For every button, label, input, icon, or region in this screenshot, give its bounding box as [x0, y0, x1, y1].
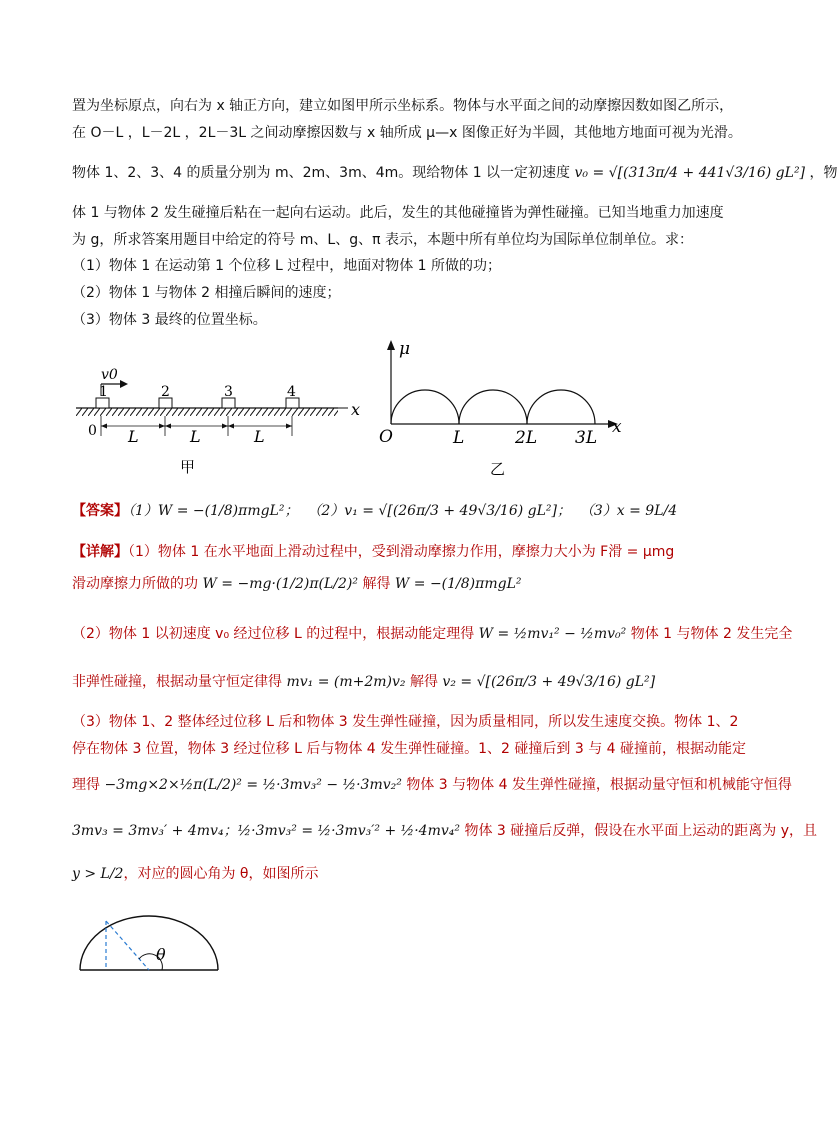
answer-3: （3）x = 9L/4 — [579, 503, 678, 519]
problem-text: ，物 — [809, 165, 837, 181]
tick-2L: 2L — [515, 428, 538, 448]
figure-jia — [70, 360, 370, 480]
question-1: （1）物体 1 在运动第 1 个位移 L 过程中，地面对物体 1 所做的功； — [72, 258, 502, 274]
answer-tag: 【答案】 — [72, 503, 128, 519]
detail-line-9 — [72, 864, 732, 884]
formula-momentum: mv₁ = (m+2m)v₂ — [286, 674, 406, 690]
x-axis-label: x — [351, 400, 361, 419]
detail-line-4 — [72, 672, 732, 692]
formula-y-condition: y > L/2 — [72, 866, 124, 882]
block-label-4: 4 — [287, 384, 296, 400]
figure-caption-yi: 乙 — [490, 460, 506, 478]
formula-energy-3: −3mg×2×½π(L/2)² = ½·3mv₃² − ½·3mv₂² — [104, 777, 402, 793]
formula-elastic-collision: 3mv₃ = 3mv₃′ + 4mv₄；½·3mv₃² = ½·3mv₃′² + ½·4mv₄² — [72, 823, 461, 839]
question-3: （3）物体 3 最终的位置坐标。 — [72, 312, 267, 328]
detail-text: 理得 — [72, 777, 100, 793]
semicircle — [80, 916, 218, 970]
origin-label: 0 — [88, 423, 97, 439]
semicircle-2 — [459, 390, 527, 424]
detail-tag: 【详解】 — [72, 544, 128, 560]
problem-line-4: 体 1 与物体 2 发生碰撞后粘在一起向右运动。此后，发生的其他碰撞皆为弹性碰撞。已知当地重力加速度 — [72, 205, 724, 221]
answer-2: （2）v₁ = √[(26π/3 + 49√3/16) gL²]； — [307, 503, 571, 519]
figure-caption-jia: 甲 — [180, 458, 196, 476]
detail-text: （2）物体 1 以初速度 v₀ 经过位移 L 的过程中，根据动能定理得 — [72, 626, 475, 642]
detail-text: 非弹性碰撞，根据动量守恒定律得 — [72, 674, 282, 690]
detail-text: 物体 1 与物体 2 发生完全 — [630, 626, 793, 642]
semicircle-3 — [527, 390, 595, 424]
detail-line-1 — [72, 542, 732, 562]
tick-3L: 3L — [575, 428, 598, 448]
problem-line-5: 为 g，所求答案用题目中给定的符号 m、L、g、π 表示，本题中所有单位均为国际单位制单位。求： — [72, 232, 693, 248]
block-label-2: 2 — [161, 384, 170, 400]
figure-yi — [372, 336, 632, 481]
answer-1: （1）W = −(1/8)πmgL²； — [128, 503, 299, 519]
detail-text: 物体 3 碰撞后反弹，假设在水平面上运动的距离为 y，且 — [464, 823, 818, 839]
tick-L: L — [453, 428, 465, 448]
detail-line-6: 停在物体 3 位置，物体 3 经过位移 L 后与物体 4 发生弹性碰撞。1、2 碰撞后到 3 与 4 碰撞前，根据动能定 — [72, 741, 747, 757]
problem-line-3 — [72, 163, 837, 183]
detail-text: 解得 — [362, 576, 391, 592]
question-2: （2）物体 1 与物体 2 相撞后瞬间的速度； — [72, 285, 341, 301]
detail-text: 解得 — [409, 674, 438, 690]
answer-line — [72, 501, 732, 521]
detail-line-3 — [72, 624, 793, 644]
problem-line-2: 在 O－L ，L－2L ，2L－3L 之间动摩擦因数与 x 轴所成 μ—x 图像正好为半圆，其他地方地面可视为光滑。 — [72, 125, 742, 141]
segment-L-2: L — [190, 427, 201, 446]
detail-line-5: （3）物体 1、2 整体经过位移 L 后和物体 3 发生弹性碰撞，因为质量相同，所以发生速度交换。物体 1、2 — [72, 714, 739, 730]
detail-text: ，对应的圆心角为 θ，如图所示 — [123, 866, 319, 882]
detail-text: 物体 3 与物体 4 发生弹性碰撞，根据动量守恒和机械能守恒得 — [406, 777, 792, 793]
segment-L-3: L — [254, 427, 265, 446]
problem-line-1: 置为坐标原点，向右为 x 轴正方向，建立如图甲所示坐标系。物体与水平面之间的动摩擦因数如图乙所示， — [72, 98, 734, 114]
origin-label: O — [379, 427, 393, 447]
detail-line-8 — [72, 821, 818, 841]
v0-label: v0 — [101, 367, 118, 383]
block-label-1: 1 — [99, 384, 108, 400]
problem-text: 物体 1、2、3、4 的质量分别为 m、2m、3m、4m。现给物体 1 以一定初速度 — [72, 165, 571, 181]
detail-line-2 — [72, 574, 732, 594]
semicircle-1 — [391, 390, 459, 424]
formula-v2: v₂ = √[(26π/3 + 49√3/16) gL²] — [442, 674, 656, 690]
detail-line-7 — [72, 775, 792, 795]
radius-dashed-line — [106, 921, 149, 970]
block-label-3: 3 — [224, 384, 233, 400]
detail-text: （1）物体 1 在水平地面上滑动过程中，受到滑动摩擦力作用，摩擦力大小为 F滑 = μmg — [128, 544, 675, 560]
mu-axis-label: μ — [399, 339, 411, 359]
segment-L-1: L — [128, 427, 139, 446]
theta-label: θ — [156, 945, 166, 964]
detail-text: 滑动摩擦力所做的功 — [72, 576, 198, 592]
figure-theta — [72, 900, 232, 980]
ground-hatch — [76, 408, 338, 416]
x-axis-label: x — [612, 417, 622, 437]
formula-kinetic-energy: W = ½mv₁² − ½mv₀² — [478, 626, 627, 642]
formula-work: W = −mg·(1/2)π(L/2)² — [202, 576, 359, 592]
initial-velocity-formula: v₀ = √[(313π/4 + 441√3/16) gL²] — [574, 165, 806, 181]
formula-work-result: W = −(1/8)πmgL² — [394, 576, 522, 592]
